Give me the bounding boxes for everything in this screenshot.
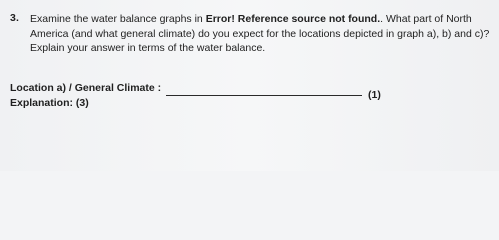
- answer-blank-line[interactable]: [166, 95, 362, 96]
- question-line-2: America (and what general climate) do you expect for the locations depicted in graph a), b) and c)?: [30, 27, 490, 40]
- question-number: 3.: [10, 12, 19, 24]
- question-line-1: [30, 12, 498, 27]
- question-text: [30, 12, 498, 56]
- location-marks: (1): [368, 89, 381, 101]
- question-line-1-post: . What part of North: [380, 13, 472, 25]
- location-label: Location a) / General Climate :: [10, 82, 162, 94]
- question-line-3: Explain your answer in terms of the water balance.: [30, 42, 266, 54]
- explanation-label: Explanation: (3): [10, 96, 89, 109]
- answer-section: [10, 81, 161, 110]
- reference-error-text: Error! Reference source not found.: [205, 13, 381, 25]
- question-line-1-pre: Examine the water balance graphs in: [30, 13, 206, 25]
